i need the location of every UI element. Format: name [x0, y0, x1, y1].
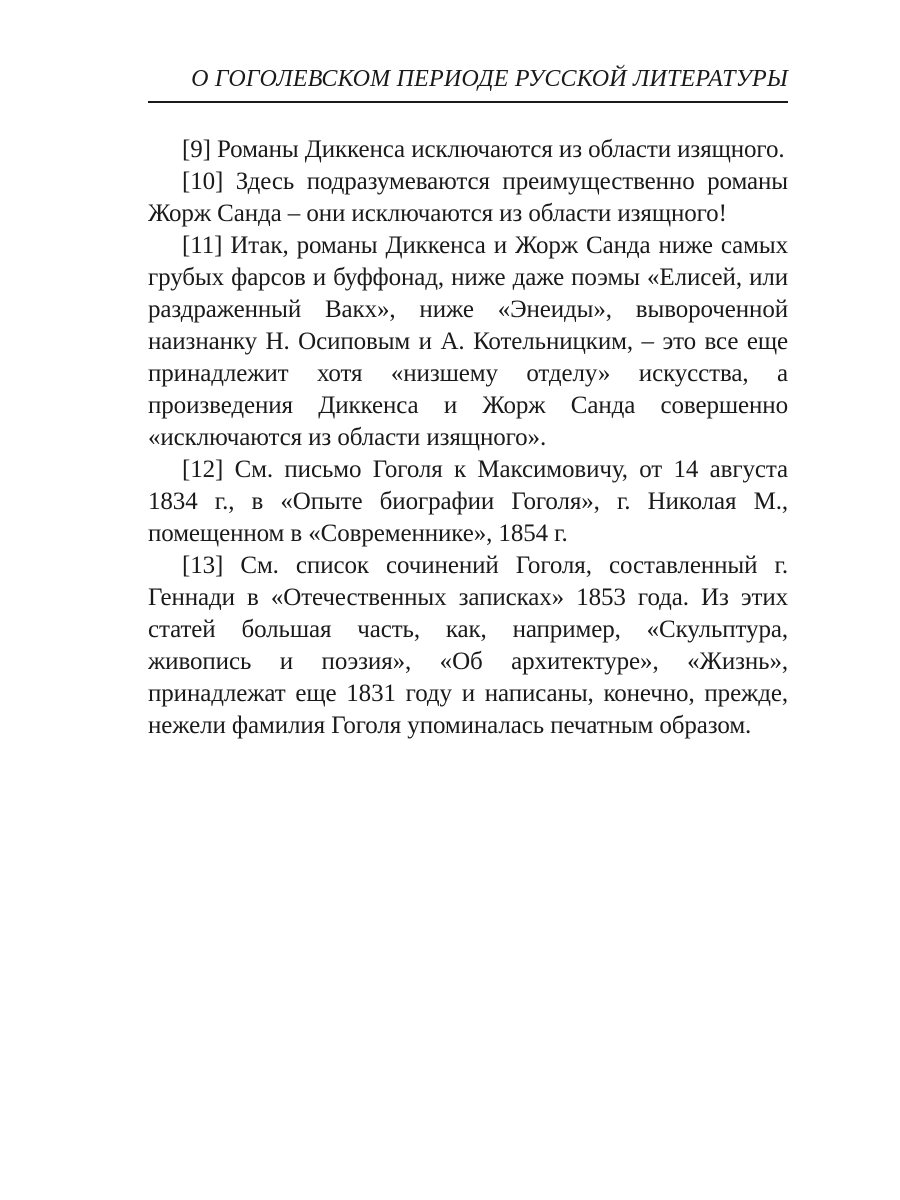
endnotes: [148, 134, 788, 742]
endnote-11: [11] Итак, романы Диккенса и Жорж Санда ниже самых грубых фарсов и буффонад, ниже даже поэмы «Елисей, или раздраженный Вакх», ниже «Энеиды», вывороченной наизнанку Н. Осиповым и А. Котельницким, – это все еще принадлежит хотя «низшему отделу» искусства, а произведения Диккенса и Жорж Санда совершенно «исключаются из области изящного».: [148, 232, 788, 451]
endnote-9: [9] Романы Диккенса исключаются из области изящного.: [182, 136, 785, 163]
endnote-13: [13] См. список сочинений Гоголя, составленный г. Геннади в «Отечественных записках» 1853 года. Из этих статей большая часть, как, например, «Скульптура, живопись и поэзия», «Об архитектуре», «Жизнь», принадлежат еще 1831 году и написаны, конечно, прежде, нежели фамилия Гоголя упоминалась печатным образом.: [148, 552, 788, 739]
endnote-12: [12] См. письмо Гоголя к Максимовичу, от 14 августа 1834 г., в «Опыте биографии Гоголя», г. Николая М., помещенном в «Современнике», 1854 г.: [148, 456, 788, 547]
endnote-10: [10] Здесь подразумеваются преимущественно романы Жорж Санда – они исключаются из области изящного!: [148, 168, 788, 227]
running-head-title: О ГОГОЛЕВСКОМ ПЕРИОДЕ РУССКОЙ ЛИТЕРАТУРЫ: [191, 66, 788, 92]
header-rule: [148, 101, 788, 103]
